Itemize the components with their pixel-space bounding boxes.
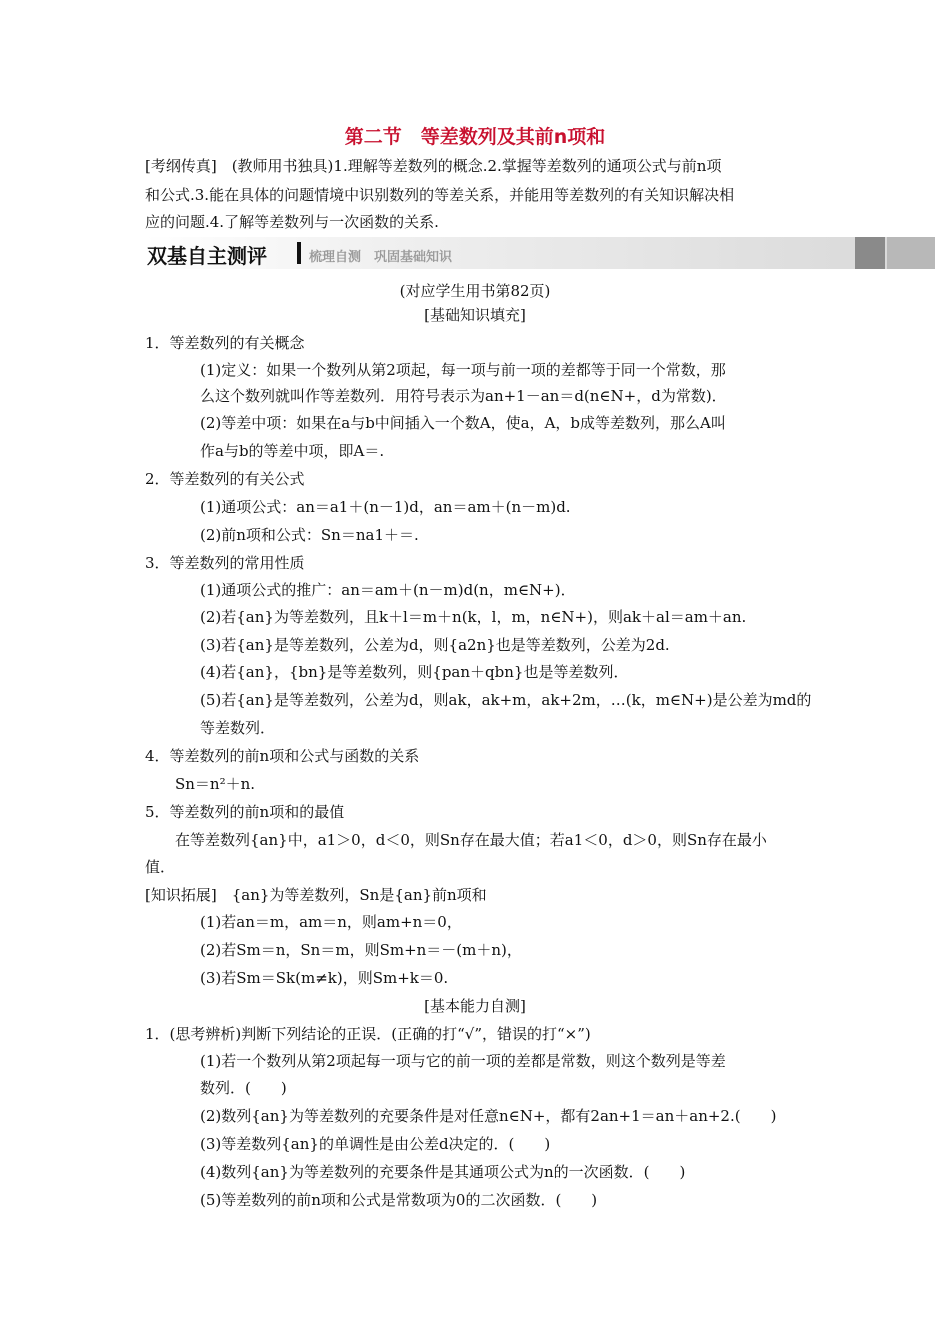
content-line: Sn＝n²＋n. xyxy=(175,775,256,793)
content-line: (2)前n项和公式：Sn＝na1＋＝. xyxy=(200,526,419,544)
content-line: 2．等差数列的有关公式 xyxy=(145,470,305,488)
content-line: 1．(思考辨析)判断下列结论的正误．(正确的打“√”，错误的打“×”) xyxy=(145,1025,591,1043)
page-title: 第二节 等差数列及其前n项和 xyxy=(344,126,606,148)
content-line: 4．等差数列的前n项和公式与函数的关系 xyxy=(145,747,420,765)
content-line: (1)若一个数列从第2项起每一项与它的前一项的差都是常数，则这个数列是等差 xyxy=(200,1052,726,1070)
content-line: 数列．( ) xyxy=(200,1079,287,1097)
content-line: 5．等差数列的前n项和的最值 xyxy=(145,803,345,821)
content-line: 作a与b的等差中项，即A＝. xyxy=(200,442,385,460)
content-line: (2)若Sm＝n，Sn＝m，则Sm+n＝－(m＋n)， xyxy=(200,941,522,959)
banner-separator xyxy=(297,242,301,264)
content-line: (4)数列{an}为等差数列的充要条件是其通项公式为n的一次函数．( ) xyxy=(200,1163,686,1181)
banner-decor-block xyxy=(887,237,935,269)
content-line: 1．等差数列的有关概念 xyxy=(145,334,305,352)
section-header: [基础知识填充] xyxy=(424,306,526,324)
content-line: (3)若{an}是等差数列，公差为d，则{a2n}也是等差数列，公差为2d. xyxy=(200,636,670,654)
intro-line: 应的问题.4.了解等差数列与一次函数的关系. xyxy=(145,213,439,231)
content-line: 等差数列． xyxy=(200,719,276,737)
content-line: (4)若{an}，{bn}是等差数列，则{pan＋qbn}也是等差数列． xyxy=(200,663,629,681)
intro-line: 和公式.3.能在具体的问题情境中识别数列的等差关系，并能用等差数列的有关知识解决相 xyxy=(145,186,735,204)
intro-line: [考纲传真] (教师用书独具)1.理解等差数列的概念.2.掌握等差数列的通项公式与前n项 xyxy=(145,157,722,175)
content-line: (3)等差数列{an}的单调性是由公差d决定的．( ) xyxy=(200,1135,551,1153)
reference-note: (对应学生用书第82页) xyxy=(399,282,551,300)
content-line: (1)通项公式的推广：an＝am＋(n－m)d(n，m∈N+)． xyxy=(200,581,576,599)
content-line: (1)若an＝m，am＝n，则am+n＝0， xyxy=(200,913,462,931)
content-line: (1)定义：如果一个数列从第2项起，每一项与前一项的差都等于同一个常数，那 xyxy=(200,361,726,379)
content-line: 3．等差数列的常用性质 xyxy=(145,554,305,572)
content-line: (2)数列{an}为等差数列的充要条件是对任意n∈N+，都有2an+1＝an＋an+2.( ) xyxy=(200,1107,777,1125)
content-line: (3)若Sm＝Sk(m≠k)，则Sm+k＝0. xyxy=(200,969,449,987)
content-line: (5)若{an}是等差数列，公差为d，则ak，ak+m，ak+2m，…(k，m∈N+)是公差为md的 xyxy=(200,691,812,709)
banner-subtitle: 梳理自测 巩固基础知识 xyxy=(309,250,453,265)
content-line: (2)若{an}为等差数列，且k＋l＝m＋n(k，l，m，n∈N+)，则ak＋al＝am＋an. xyxy=(200,608,747,626)
content-line: 在等差数列{an}中，a1＞0，d＜0，则Sn存在最大值；若a1＜0，d＞0，则Sn存在最小 xyxy=(175,831,767,849)
content-line: (1)通项公式：an＝a1＋(n－1)d，an＝am＋(n－m)d. xyxy=(200,498,571,516)
content-line: 值． xyxy=(145,858,176,876)
content-line: (2)等差中项：如果在a与b中间插入一个数A，使a，A，b成等差数列，那么A叫 xyxy=(200,414,726,432)
banner-decor-block xyxy=(855,237,885,269)
banner-title: 双基自主测评 xyxy=(147,244,267,268)
section-header: [基本能力自测] xyxy=(424,997,526,1015)
content-line: [知识拓展] {an}为等差数列，Sn是{an}前n项和 xyxy=(145,886,487,904)
content-line: 么这个数列就叫作等差数列．用符号表示为an+1－an＝d(n∈N+，d为常数)． xyxy=(200,387,727,405)
section-banner xyxy=(145,237,935,269)
content-line: (5)等差数列的前n项和公式是常数项为0的二次函数．( ) xyxy=(200,1191,598,1209)
